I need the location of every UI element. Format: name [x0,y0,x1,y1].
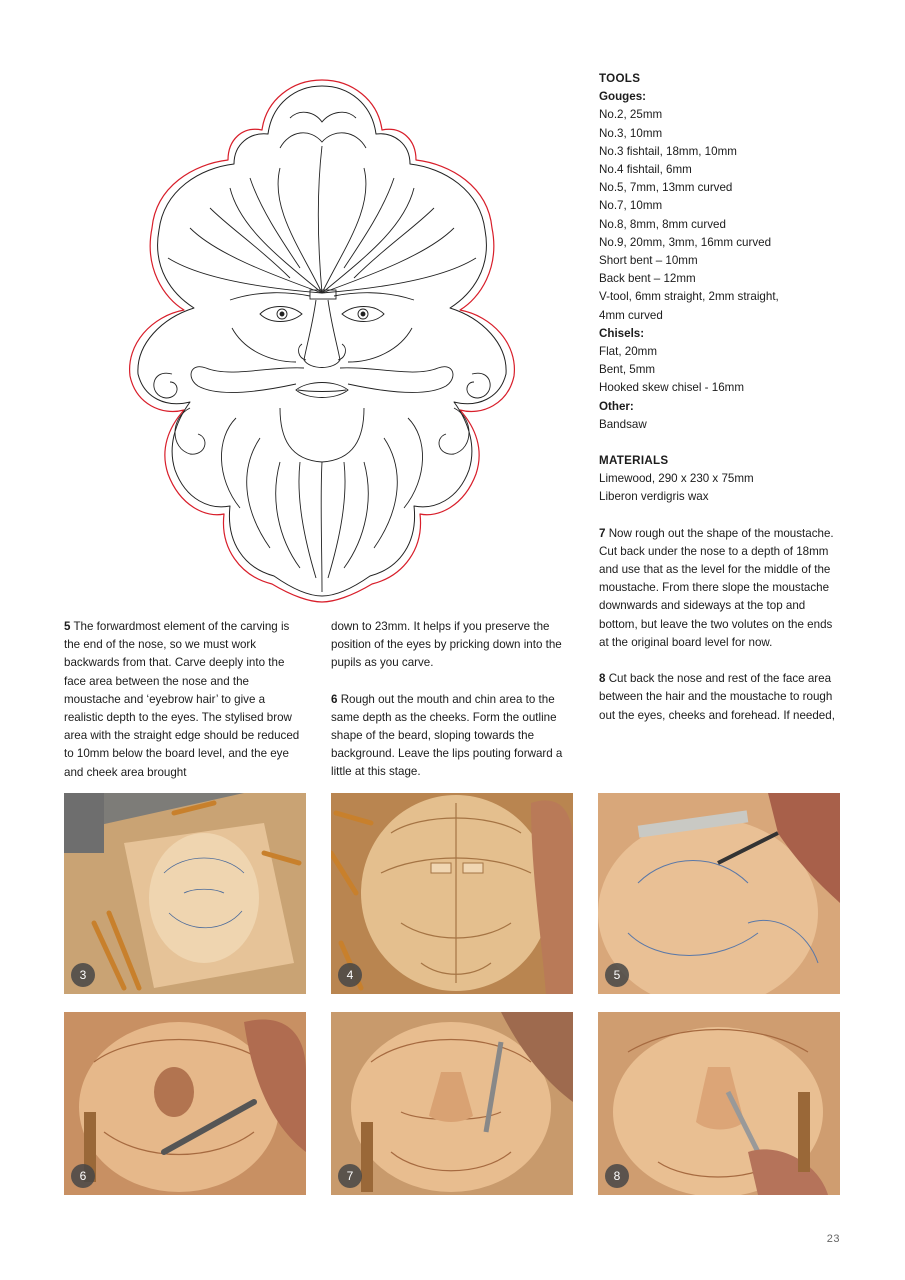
chisel-item: Flat, 20mm [599,345,657,359]
material-item: Liberon verdigris wax [599,490,709,504]
step-photo-8 [598,1012,840,1195]
gouge-item: V-tool, 6mm straight, 2mm straight, [599,290,779,304]
gouge-item: No.4 fishtail, 6mm [599,163,692,177]
tools-heading: TOOLS [599,72,641,85]
chisel-item: Bent, 5mm [599,363,656,377]
step-5-text: The forwardmost element of the carving is the end of the nose, so we must work backwards from that. Carve deeply into the face area between the nose and the moustache and ‘eyebrow hair’ to give a realistic depth to the eyes. The stylised brow area with the straight edge should be reduced to 10mm below the board level, and the eye and cheek area brought [64,620,300,779]
gouge-item: Back bent – 12mm [599,272,696,286]
step-6-paragraph [331,691,571,782]
photo-number-badge: 4 [338,963,362,987]
body-column-1 [64,618,304,800]
green-man-pattern-drawing [120,78,525,604]
step-6-text: Rough out the mouth and chin area to the same depth as the cheeks. Form the outline shape of the beard, sloping towards the background. Leave the lips pouting forward a little at this stage. [331,692,563,779]
step-photo-6 [64,1012,306,1195]
step-8-paragraph [599,670,839,725]
step-photo-5 [598,793,840,994]
other-label: Other: [599,399,634,413]
gouge-item: No.3, 10mm [599,126,663,140]
photo-number-badge: 3 [71,963,95,987]
other-item: Bandsaw [599,417,647,431]
step-8-number: 8 [599,672,606,686]
step-8-text: Cut back the nose and rest of the face area between the hair and the moustache to rough out the eyes, cheeks and forehead. If needed, [599,672,835,722]
step-7-text: Now rough out the shape of the moustache. Cut back under the nose to a depth of 18mm and use that as the level for the middle of the moustache. From there slope the moustache downwards and sideways at the top and bottom, but leave the two volutes on the ends at the original board level for now. [599,526,834,649]
photo-number-badge: 5 [605,963,629,987]
materials-heading: MATERIALS [599,454,669,468]
gouge-item: No.8, 8mm, 8mm curved [599,217,726,231]
gouge-item: Short bent – 10mm [599,254,698,268]
photo-number-badge: 7 [338,1164,362,1188]
photo-number-badge: 6 [71,1164,95,1188]
gouges-label: Gouges: [599,90,647,104]
step-photo-3 [64,793,306,994]
tools-materials-sidebar [599,70,839,725]
gouge-item: No.5, 7mm, 13mm curved [599,181,733,195]
gouge-item: No.2, 25mm [599,108,663,122]
chisel-item: Hooked skew chisel - 16mm [599,381,744,395]
step-6-number: 6 [331,692,338,706]
continued-paragraph: down to 23mm. It helps if you preserve the position of the eyes by pricking down into the pupils as you carve. [331,620,562,670]
page-number: 23 [826,1233,840,1245]
chisels-label: Chisels: [599,326,645,340]
gouge-item: 4mm curved [599,308,663,322]
body-column-2 [331,618,571,800]
gouge-item: No.9, 20mm, 3mm, 16mm curved [599,235,772,249]
step-7-paragraph [599,525,839,652]
step-5-number: 5 [64,620,71,633]
gouge-item: No.3 fishtail, 18mm, 10mm [599,144,737,158]
step-photo-4 [331,793,573,994]
step-7-number: 7 [599,526,606,540]
gouge-item: No.7, 10mm [599,199,663,213]
photo-number-badge: 8 [605,1164,629,1188]
step-photo-7 [331,1012,573,1195]
step-5-paragraph [64,618,304,782]
material-item: Limewood, 290 x 230 x 75mm [599,472,754,486]
outline [138,86,506,596]
cut-line [130,80,515,602]
